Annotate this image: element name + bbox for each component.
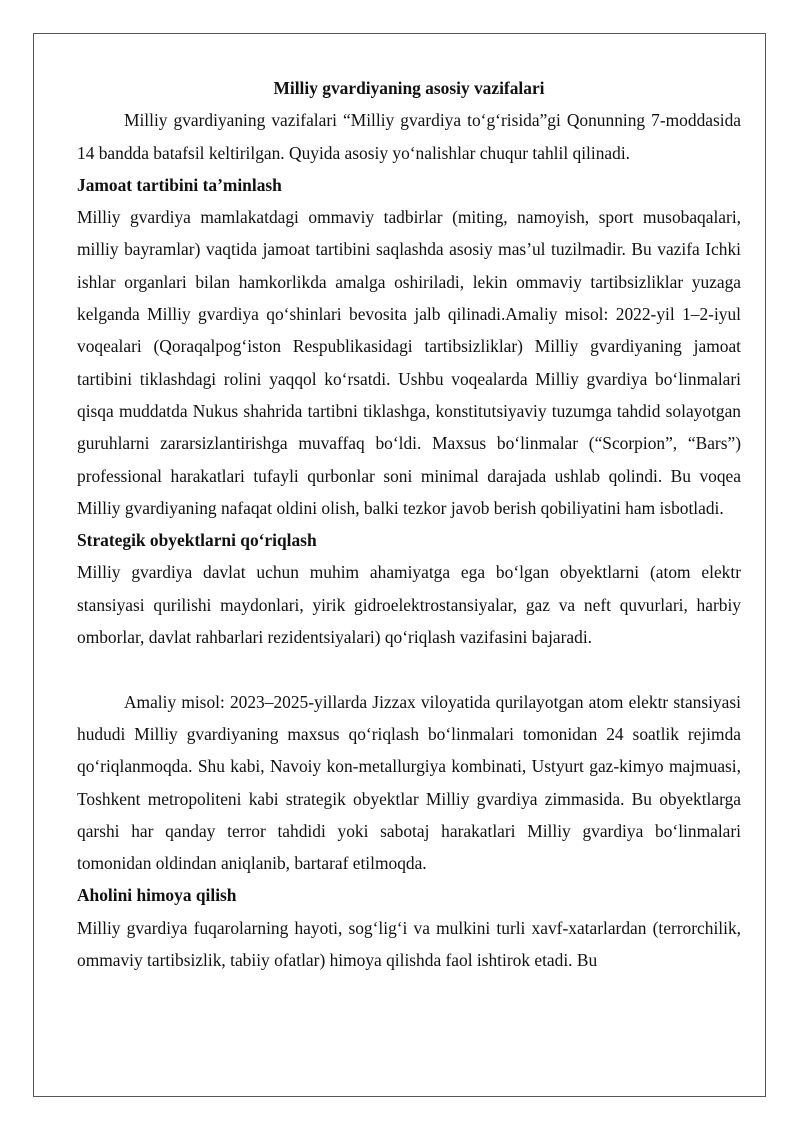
- empty-line: [77, 653, 741, 685]
- document-title: Milliy gvardiyaning asosiy vazifalari: [273, 78, 545, 98]
- section-heading-population-protection: Aholini himoya qilish: [77, 885, 237, 906]
- section-paragraph-public-order: Milliy gvardiya mamlakatdagi ommaviy tadbirlar (miting, namoyish, sport musobaqalari, milliy bayramlar) vaqtida jamoat tartibini saqlashda asosiy mas’ul tuzilmadir. Bu vazifa Ichki ishlar organlari bilan hamkorlikda amalga oshiriladi, lekin ommaviy tartibsizliklar yuzaga kelganda Milliy gvardiya qo‘shinlari bevosita jalb qilinadi.Amaliy misol: 2022-yil 1–2-iyul voqealari (Qoraqalpog‘iston Respublikasidagi tartibsizliklar) Milliy gvardiyaning jamoat tartibini tiklashdagi rolini yaqqol ko‘rsatdi. Ushbu voqealarda Milliy gvardiya bo‘linmalari qisqa muddatda Nukus shahrida tartibni tiklashga, konstitutsiyaviy tuzumga tahdid solayotgan guruhlarni zararsizlantirishga muvaffaq bo‘ldi. Maxsus bo‘linmalar (“Scorpion”, “Bars”) professional harakatlari tufayli qurbonlar soni minimal darajada ushlab qolindi. Bu voqea Milliy gvardiyaning nafaqat oldini olish, balki tezkor javob berish qobiliyatini ham isbotladi.: [77, 207, 741, 518]
- section-heading-strategic-objects: Strategik obyektlarni qo‘riqlash: [77, 530, 317, 551]
- intro-paragraph: Milliy gvardiyaning vazifalari “Milliy gvardiya to‘g‘risida”gi Qonunning 7-moddasida 14 bandda batafsil keltirilgan. Quyida asosiy yo‘nalishlar chuqur tahlil qilinadi.: [77, 110, 741, 163]
- document-body: [77, 72, 741, 976]
- section-paragraph-population-protection: Milliy gvardiya fuqarolarning hayoti, sog‘lig‘i va mulkini turli xavf-xatarlardan (terrorchilik, ommaviy tartibsizlik, tabiiy ofatlar) himoya qilishda faol ishtirok etadi. Bu: [77, 917, 741, 971]
- section-paragraph-strategic-objects: Milliy gvardiya davlat uchun muhim ahamiyatga ega bo‘lgan obyektlarni (atom elektr stansiyasi qurilishi maydonlari, yirik gidroelektrostansiyalar, gaz va neft quvurlari, harbiy omborlar, davlat rahbarlari rezidentsiyalari) qo‘riqlash vazifasini bajaradi.: [77, 562, 741, 648]
- section-heading-public-order: Jamoat tartibini ta’minlash: [77, 174, 282, 195]
- section-paragraph-strategic-example: Amaliy misol: 2023–2025-yillarda Jizzax viloyatida qurilayotgan atom elektr stansiyasi hududi Milliy gvardiyaning maxsus qo‘riqlash bo‘linmalari tomonidan 24 soatlik rejimda qo‘riqlanmoqda. Shu kabi, Navoiy kon-metallurgiya kombinati, Ustyurt gaz-kimyo majmuasi, Toshkent metropoliteni kabi strategik obyektlar Milliy gvardiya zimmasida. Bu obyektlarga qarshi har qanday terror tahdidi yoki sabotaj harakatlari Milliy gvardiya bo‘linmalari tomonidan oldindan aniqlanib, bartaraf etilmoqda.: [77, 691, 741, 874]
